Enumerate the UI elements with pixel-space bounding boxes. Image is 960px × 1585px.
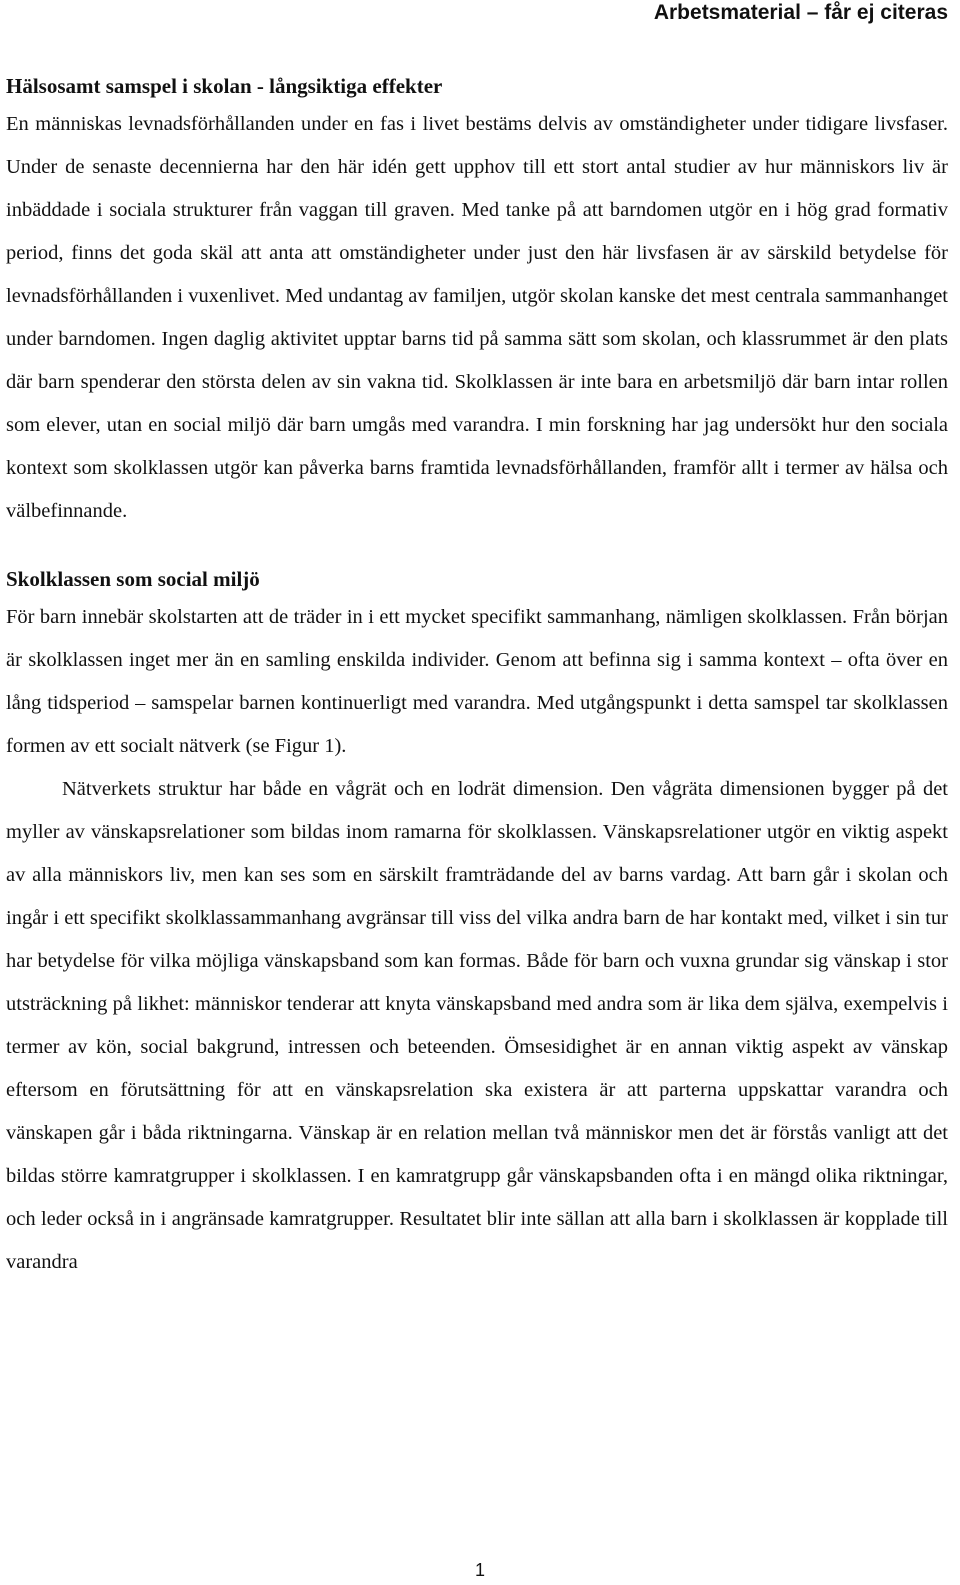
page-header: Arbetsmaterial – får ej citeras bbox=[653, 1, 948, 24]
section-heading-2: Skolklassen som social miljö bbox=[6, 567, 260, 591]
intro-paragraph: En människas levnadsförhållanden under en fas i livet bestäms delvis av omständigheter under tidigare livsfaser. Under de senaste decennierna har den här idén gett upphov till ett stort antal studier av hur människors liv är inbäddade i sociala strukturer från vaggan till graven. Med tanke på att barndomen utgör en i hög grad formativ period, finns det goda skäl att anta att omständigheter under just den här livsfasen är av särskild betydelse för levnadsförhållanden i vuxenlivet. Med undantag av familjen, utgör skolan kanske det mest centrala sammanhanget under barndomen. Ingen daglig aktivitet upptar barns tid på samma sätt som skolan, och klassrummet är den plats där barn spenderar den största delen av sin vakna tid. Skolklassen är inte bara en arbetsmiljö där barn intar rollen som elever, utan en social miljö där barn umgås med varandra. I min forskning har jag undersökt hur den sociala kontext som skolklassen utgör kan påverka barns framtida levnadsförhållanden, framför allt i termer av hälsa och välbefinnande. bbox=[6, 113, 948, 522]
body-paragraph-1: För barn innebär skolstarten att de träder in i ett mycket specifikt sammanhang, nämligen skolklassen. Från början är skolklassen inget mer än en samling enskilda individer. Genom att befinna sig i samma kontext – ofta över en lång tidsperiod – samspelar barnen kontinuerligt med varandra. Med utgångspunkt i detta samspel tar skolklassen formen av ett socialt nätverk (se Figur 1). bbox=[6, 606, 948, 757]
page-number: 1 bbox=[474, 1560, 485, 1580]
body-paragraph-2: Nätverkets struktur har både en vågrät och en lodrät dimension. Den vågräta dimensionen bygger på det myller av vänskapsrelationer som bildas inom ramarna för skolklassen. Vänskapsrelationer utgör en viktig aspekt av alla människors liv, men kan ses som en särskilt framträdande del av barns vardag. Att barn går i skolan och ingår i ett specifikt skolklassammanhang avgränsar till viss del vilka andra barn de har kontakt med, vilket i sin tur har betydelse för vilka möjliga vänskapsband som kan formas. Både för barn och vuxna grundar sig vänskap i stor utsträckning på likhet: människor tenderar att knyta vänskapsband med andra som är lika dem själva, exempelvis i termer av kön, social bakgrund, intressen och beteenden. Ömsesidighet är en annan viktig aspekt av vänskap eftersom en förutsättning för att en vänskapsrelation ska existera är att parterna uppskattar varandra och vänskapen går i båda riktningarna. Vänskap är en relation mellan två människor men det är förstås vanligt att det bildas större kamratgrupper i skolklassen. I en kamratgrupp går vänskapsbanden ofta i en mängd olika riktningar, och leder också in i angränsade kamratgrupper. Resultatet blir inte sällan att alla barn i skolklassen är kopplade till varandra bbox=[6, 778, 948, 1273]
document-body bbox=[6, 70, 948, 1284]
section-heading-1: Hälsosamt samspel i skolan - långsiktiga effekter bbox=[6, 74, 443, 98]
